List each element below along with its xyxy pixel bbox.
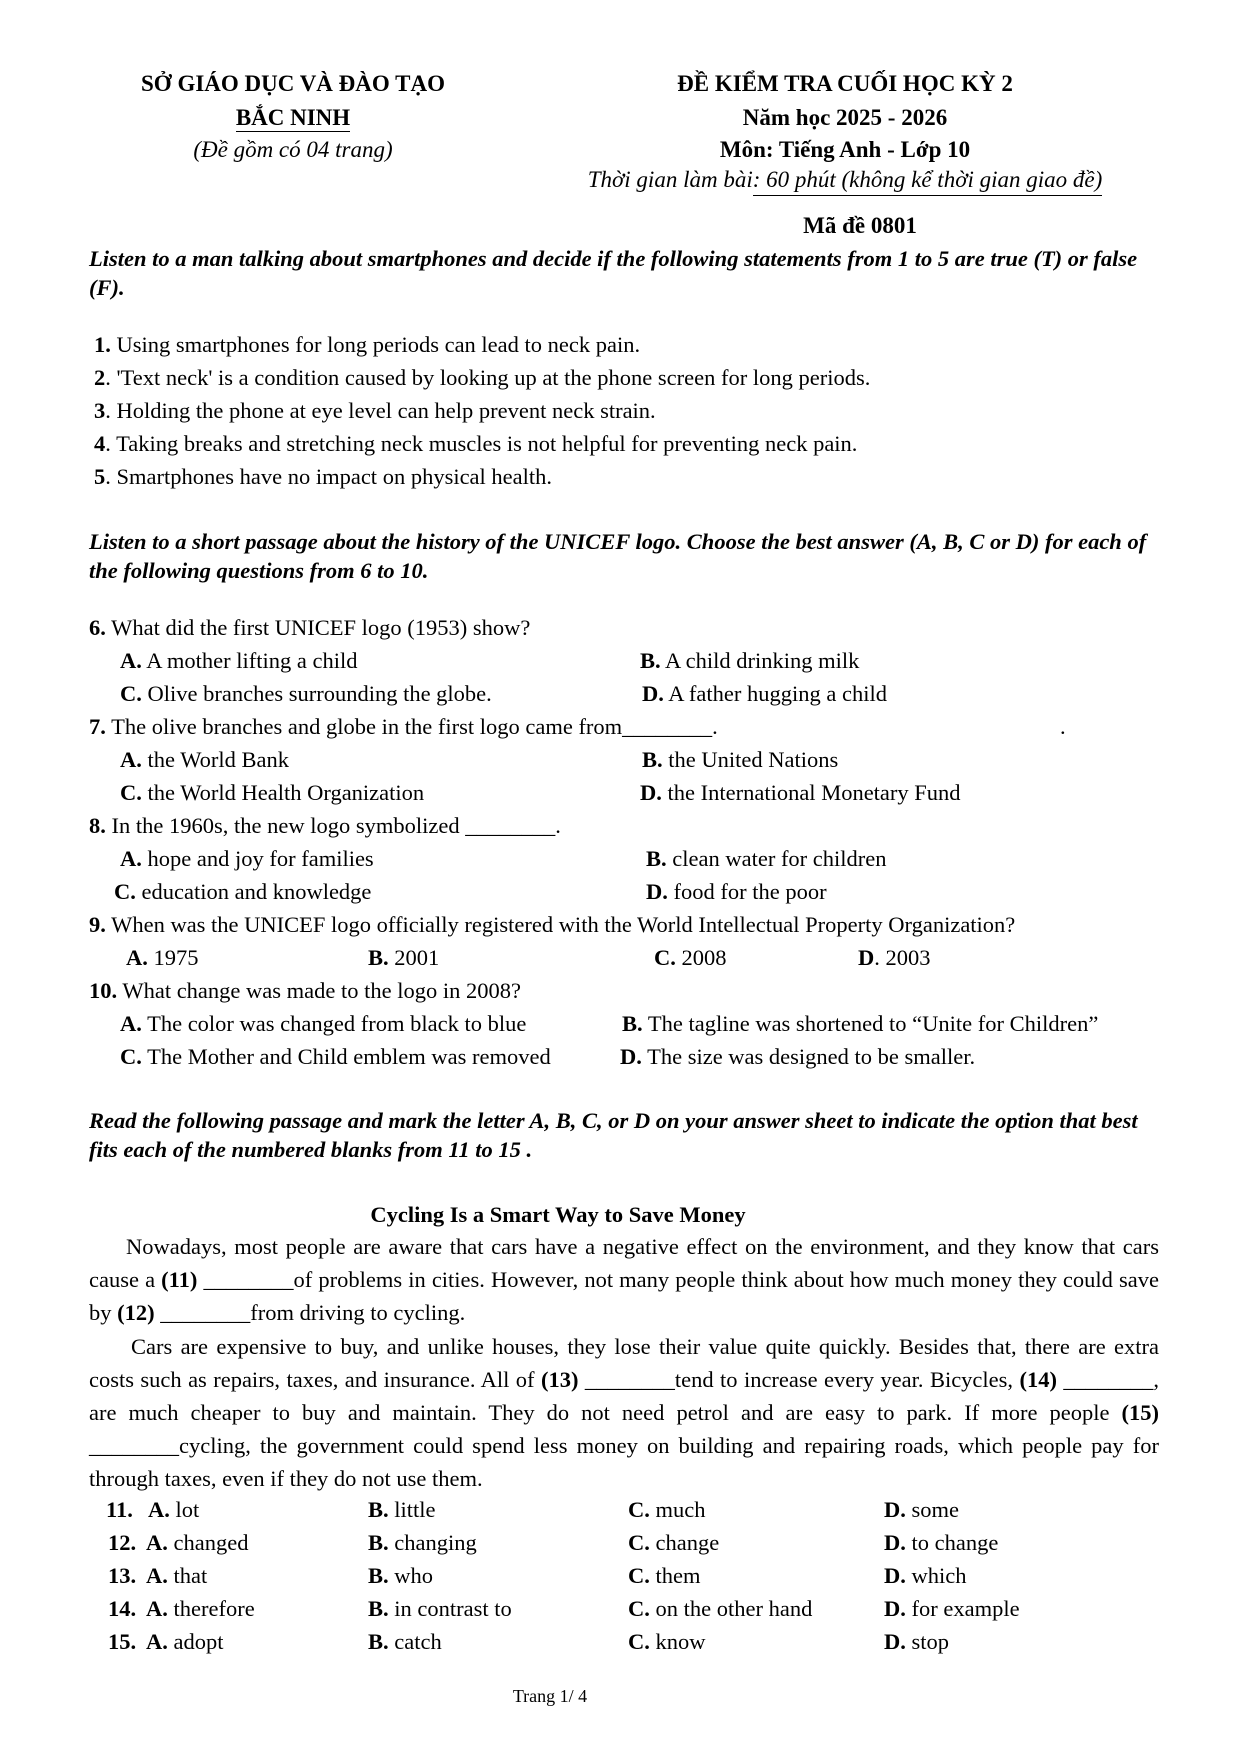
option-14d — [884, 1595, 1020, 1622]
option-text: Olive branches surrounding the globe. — [141, 681, 492, 706]
option-13b — [368, 1562, 433, 1589]
statement-1 — [94, 331, 640, 358]
question-7 — [89, 713, 718, 740]
answer-row-12 — [108, 1529, 136, 1556]
option-11c — [628, 1496, 706, 1523]
question-text: What change was made to the logo in 2008? — [117, 978, 521, 1003]
province-name — [88, 104, 498, 132]
question-8 — [89, 812, 561, 839]
statement-number: 1. — [94, 332, 111, 357]
option-letter: D. — [884, 1497, 906, 1522]
option-letter: C. — [120, 681, 142, 706]
option-15c — [628, 1628, 706, 1655]
section2-instruction: Listen to a short passage about the history of the UNICEF logo. Choose the best answer (A, B, C or D) for each of the following questions from 6 to 10. — [89, 529, 1147, 583]
option-13d — [884, 1562, 967, 1589]
statement-text: . Holding the phone at eye level can help prevent neck strain. — [105, 398, 656, 423]
option-8b — [646, 845, 887, 872]
option-text: which — [905, 1563, 967, 1588]
statement-number: 2 — [94, 365, 106, 390]
passage-text: ________tend to increase every year. Bicycles, — [578, 1366, 1020, 1392]
section1-instruction: Listen to a man talking about smartphones and decide if the following statements from 1 to 5 are true (T) or false (F). — [89, 246, 1138, 300]
blank-11-label: (11) — [161, 1267, 198, 1293]
option-7d — [640, 779, 961, 806]
row-number: 13. — [108, 1563, 137, 1588]
option-letter: D. — [640, 780, 662, 805]
passage-text: Nowadays, most people are aware that cars have a negative effect on the environment, and they know that cars cause a — [89, 1234, 1159, 1293]
statement-text: . 'Text neck' is a condition caused by looking up at the phone screen for long periods. — [105, 365, 871, 390]
option-text: 1975 — [147, 945, 199, 970]
passage-text: ________of problems in cities. However, not many people think about how much money they could save by — [89, 1267, 1159, 1326]
option-letter: C. — [628, 1563, 650, 1588]
option-10d — [620, 1043, 975, 1070]
question-number: 8. — [89, 813, 106, 838]
passage — [89, 1230, 1159, 1496]
option-letter: C. — [654, 945, 676, 970]
option-text: A child drinking milk — [660, 648, 860, 673]
option-text: much — [649, 1497, 706, 1522]
option-12a — [146, 1529, 248, 1556]
question-number: 10. — [89, 978, 118, 1003]
option-text: some — [905, 1497, 959, 1522]
option-text: who — [388, 1563, 434, 1588]
option-letter: D. — [620, 1044, 642, 1069]
statement-4 — [94, 430, 857, 457]
department-name: SỞ GIÁO DỤC VÀ ĐÀO TẠO — [141, 71, 445, 96]
option-15b — [368, 1628, 442, 1655]
option-14b — [368, 1595, 512, 1622]
option-letter: D. — [642, 681, 664, 706]
option-9c — [654, 944, 727, 971]
option-text: on the other hand — [649, 1596, 813, 1621]
option-text: The color was changed from black to blue — [141, 1011, 527, 1036]
statement-3 — [94, 397, 656, 424]
option-letter: B. — [642, 747, 663, 772]
option-letter: B. — [368, 1629, 389, 1654]
option-text: A father hugging a child — [663, 681, 887, 706]
option-letter: B. — [368, 1563, 389, 1588]
option-letter: D. — [884, 1629, 906, 1654]
option-text: hope and joy for families — [141, 846, 374, 871]
option-text: The tagline was shortened to “Unite for Children” — [642, 1011, 1099, 1036]
option-text: the International Monetary Fund — [661, 780, 961, 805]
option-letter: D — [858, 945, 875, 970]
option-letter: C. — [628, 1497, 650, 1522]
option-13a — [146, 1562, 207, 1589]
passage-text: ________cycling, the government could spend less money on building and repairing roads, which people pay for through taxes, even if they do not use them. — [89, 1433, 1159, 1492]
subject-line: Môn: Tiếng Anh - Lớp 10 — [719, 137, 971, 162]
option-letter: D. — [884, 1596, 906, 1621]
statement-number: 5 — [94, 464, 106, 489]
answer-row-13 — [108, 1562, 136, 1589]
row-number: 11. — [106, 1497, 133, 1522]
question-text: In the 1960s, the new logo symbolized ________. — [105, 813, 561, 838]
passage-paragraph-2 — [89, 1330, 1159, 1496]
option-text: for example — [905, 1596, 1020, 1621]
question-6 — [89, 614, 530, 641]
option-text: know — [649, 1629, 706, 1654]
option-letter: A. — [146, 1629, 168, 1654]
question-text: When was the UNICEF logo officially registered with the World Intellectual Property Organization? — [105, 912, 1016, 937]
option-text: the United Nations — [662, 747, 839, 772]
exam-code: Mã đề 0801 — [803, 213, 917, 238]
option-text: A mother lifting a child — [141, 648, 358, 673]
option-11a — [148, 1496, 199, 1523]
option-letter: A. — [120, 846, 142, 871]
time-limit-rest: : 60 phút (không kể thời gian giao đề) — [753, 167, 1103, 196]
statement-number: 3 — [94, 398, 106, 423]
statement-text: . Smartphones have no impact on physical health. — [105, 464, 553, 489]
time-limit-prefix: Thời gian làm bài — [587, 167, 753, 192]
option-letter: B. — [640, 648, 661, 673]
option-text: little — [388, 1497, 436, 1522]
option-letter: C. — [628, 1596, 650, 1621]
option-7b — [642, 746, 838, 773]
option-15d — [884, 1628, 949, 1655]
option-letter: A. — [146, 1530, 168, 1555]
statement-text: Using smartphones for long periods can lead to neck pain. — [110, 332, 641, 357]
option-letter: D. — [884, 1530, 906, 1555]
option-15a — [146, 1628, 224, 1655]
option-letter: B. — [368, 1497, 389, 1522]
option-letter: D. — [646, 879, 668, 904]
option-text: to change — [905, 1530, 999, 1555]
option-11d — [884, 1496, 959, 1523]
option-text: that — [167, 1563, 208, 1588]
option-6a — [120, 647, 357, 674]
option-14c — [628, 1595, 812, 1622]
option-letter: C. — [628, 1629, 650, 1654]
option-text: changed — [167, 1530, 249, 1555]
passage-text: ________from driving to cycling. — [154, 1300, 466, 1326]
option-text: them — [649, 1563, 701, 1588]
option-9b — [368, 944, 439, 971]
question-number: 6. — [89, 615, 106, 640]
statement-number: 4 — [94, 431, 106, 456]
question-text: The olive branches and globe in the first logo came from________. — [105, 714, 718, 739]
option-7a — [120, 746, 289, 773]
option-9a — [126, 944, 199, 971]
blank-15-label: (15) — [1121, 1400, 1159, 1426]
option-8a — [120, 845, 374, 872]
section3-instruction: Read the following passage and mark the letter A, B, C, or D on your answer sheet to indicate the option that best fits each of the numbered blanks from 11 to 15 . — [89, 1108, 1138, 1162]
row-number: 14. — [108, 1596, 137, 1621]
option-letter: C. — [120, 780, 142, 805]
option-letter: A. — [146, 1596, 168, 1621]
row-number: 15. — [108, 1629, 137, 1654]
passage-text: ________, are much cheaper to buy and maintain. They do not need petrol and are easy to park. If more people — [89, 1366, 1159, 1426]
option-letter: B. — [622, 1011, 643, 1036]
option-12c — [628, 1529, 719, 1556]
option-10b — [622, 1010, 1098, 1037]
question-9 — [89, 911, 1015, 938]
blank-14-label: (14) — [1019, 1366, 1057, 1392]
option-text: lot — [169, 1497, 200, 1522]
option-letter: B. — [368, 945, 389, 970]
option-7c — [120, 779, 424, 806]
option-6d — [642, 680, 887, 707]
school-year: Năm học 2025 - 2026 — [742, 105, 948, 130]
province-name-text: BẮC NINH — [235, 105, 351, 130]
option-text: the World Health Organization — [141, 780, 425, 805]
option-10a — [120, 1010, 526, 1037]
option-letter: B. — [368, 1530, 389, 1555]
option-14a — [146, 1595, 255, 1622]
passage-title: Cycling Is a Smart Way to Save Money — [370, 1202, 746, 1227]
blank-13-label: (13) — [540, 1366, 579, 1392]
option-text: stop — [905, 1629, 950, 1654]
option-12d — [884, 1529, 998, 1556]
question-text: What did the first UNICEF logo (1953) show? — [105, 615, 531, 640]
statement-5 — [94, 463, 552, 490]
option-9d — [858, 944, 931, 971]
answer-row-11 — [106, 1496, 133, 1523]
option-text: clean water for children — [666, 846, 887, 871]
stray-dot: . — [1060, 714, 1066, 739]
option-text: in contrast to — [388, 1596, 512, 1621]
option-letter: A. — [148, 1497, 170, 1522]
option-text: food for the poor — [667, 879, 827, 904]
question-number: 9. — [89, 912, 106, 937]
option-text: 2008 — [675, 945, 727, 970]
option-text: catch — [388, 1629, 442, 1654]
option-6b — [640, 647, 859, 674]
option-text: The Mother and Child emblem was removed — [141, 1044, 551, 1069]
option-letter: A. — [146, 1563, 168, 1588]
option-text: therefore — [167, 1596, 255, 1621]
option-6c — [120, 680, 492, 707]
statement-text: . Taking breaks and stretching neck muscles is not helpful for preventing neck pain. — [105, 431, 858, 456]
option-letter: B. — [368, 1596, 389, 1621]
option-8d — [646, 878, 827, 905]
row-number: 12. — [108, 1530, 137, 1555]
passage-paragraph-1 — [89, 1230, 1159, 1330]
option-letter: A. — [126, 945, 148, 970]
option-letter: A. — [120, 747, 142, 772]
question-10 — [89, 977, 521, 1004]
question-number: 7. — [89, 714, 106, 739]
passage-text: Cars are expensive to buy, and unlike houses, they lose their value quite quickly. Besides that, there are extra costs such as repairs, taxes, and insurance. All of — [89, 1333, 1159, 1392]
option-text: The size was designed to be smaller. — [641, 1044, 976, 1069]
answer-row-15 — [108, 1628, 136, 1655]
blank-12-label: (12) — [117, 1300, 155, 1326]
option-text: adopt — [167, 1629, 224, 1654]
option-text: . 2003 — [874, 945, 931, 970]
option-letter: C. — [114, 879, 136, 904]
option-text: change — [649, 1530, 720, 1555]
option-11b — [368, 1496, 436, 1523]
option-text: changing — [388, 1530, 477, 1555]
option-letter: C. — [120, 1044, 142, 1069]
option-letter: A. — [120, 648, 142, 673]
answer-row-14 — [108, 1595, 136, 1622]
time-limit — [510, 166, 1180, 194]
option-letter: A. — [120, 1011, 142, 1036]
page-number: Trang 1/ 4 — [512, 1686, 588, 1706]
option-12b — [368, 1529, 477, 1556]
option-letter: B. — [646, 846, 667, 871]
exam-title: ĐỀ KIỂM TRA CUỐI HỌC KỲ 2 — [677, 71, 1013, 96]
page-count-note: (Đề gồm có 04 trang) — [193, 137, 393, 162]
option-text: 2001 — [388, 945, 440, 970]
statement-2 — [94, 364, 870, 391]
option-letter: C. — [628, 1530, 650, 1555]
option-text: education and knowledge — [135, 879, 372, 904]
option-10c — [120, 1043, 551, 1070]
option-13c — [628, 1562, 701, 1589]
option-letter: D. — [884, 1563, 906, 1588]
option-8c — [114, 878, 371, 905]
option-text: the World Bank — [141, 747, 290, 772]
